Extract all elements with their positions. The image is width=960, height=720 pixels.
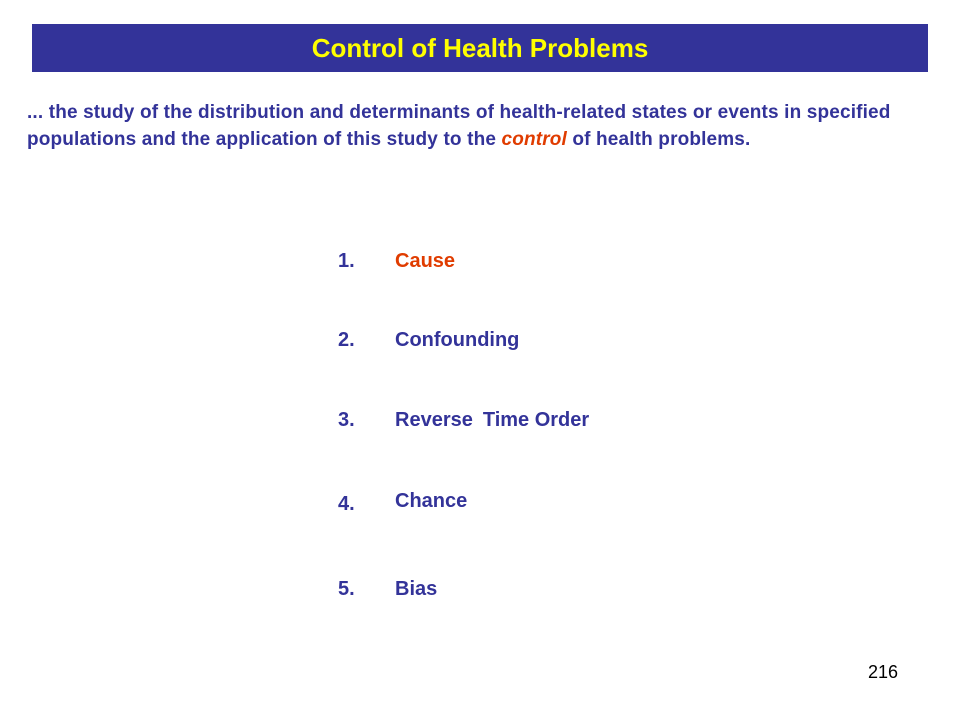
list-label-part: Time Order bbox=[482, 409, 590, 431]
list-number: 2. bbox=[338, 329, 355, 351]
list-label bbox=[395, 409, 589, 432]
slide-title: Control of Health Problems bbox=[311, 32, 649, 63]
list-number: 4. bbox=[338, 493, 355, 515]
title-bar bbox=[32, 24, 928, 72]
list-label: Cause bbox=[395, 250, 456, 272]
definition-after: of health problems. bbox=[566, 129, 751, 150]
list-label: Confounding bbox=[395, 329, 520, 351]
definition-text bbox=[27, 99, 937, 153]
list-number: 5. bbox=[338, 578, 355, 600]
list-label: Bias bbox=[395, 578, 438, 600]
list-label-part: Reverse bbox=[395, 409, 473, 431]
list-label: Chance bbox=[395, 490, 468, 512]
definition-before: ... the study of the distribution and determinants of health-related states or events in specified populations and the application of this study to the bbox=[27, 102, 891, 150]
list-number: 1. bbox=[338, 250, 355, 272]
page-number: 216 bbox=[868, 662, 899, 682]
definition-highlight: control bbox=[501, 129, 567, 150]
list-number: 3. bbox=[338, 409, 355, 431]
